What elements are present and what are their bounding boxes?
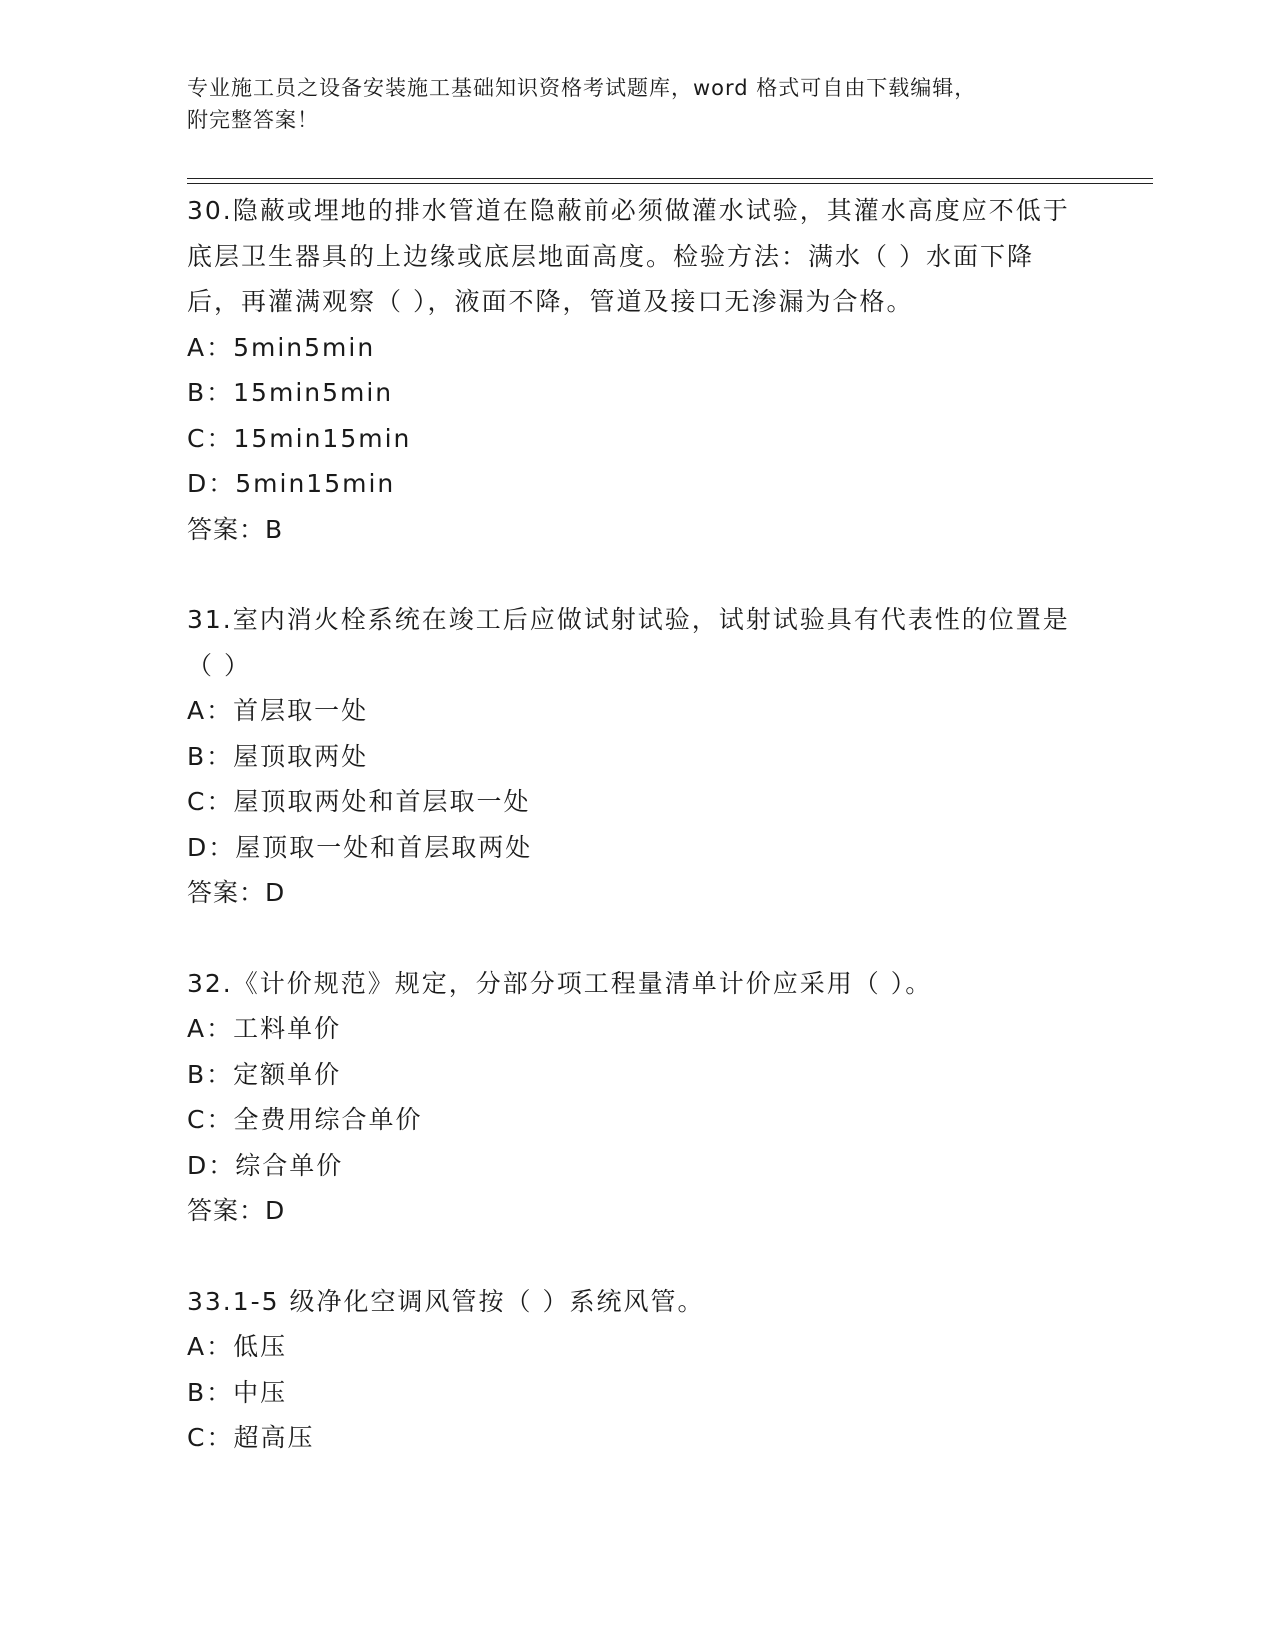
option-d: D：屋顶取一处和首层取两处 [187,832,533,862]
question-text: 30.隐蔽或埋地的排水管道在隐蔽前必须做灌水试验，其灌水高度应不低于底层卫生器具的上边缘或底层地面高度。检验方法：满水（ ）水面下降后，再灌满观察（ ），液面不降，管道及接口无渗漏为合格。 [187,196,1070,316]
option-b: B：定额单价 [187,1059,342,1089]
option-c: C：15min15min [187,423,412,453]
answer: 答案：D [187,1196,286,1225]
option-b: B：屋顶取两处 [187,741,369,771]
option-b: B：15min5min [187,378,394,407]
question-text: 32.《计价规范》规定，分部分项工程量清单计价应采用（ ）。 [187,968,933,998]
question-spacer [187,552,1087,597]
option-c: C：全费用综合单价 [187,1105,423,1134]
answer: 答案：D [187,878,286,907]
option-d: D：5min15min [187,469,396,498]
question-31 [187,597,1087,916]
question-text: 31.室内消火栓系统在竣工后应做试射试验，试射试验具有代表性的位置是（ ） [187,605,1070,680]
header-divider-top [187,178,1153,179]
question-32 [187,961,1087,1234]
question-spacer [187,916,1087,961]
question-text: 33.1-5 级净化空调风管按（ ）系统风管。 [187,1286,705,1316]
question-spacer [187,1234,1087,1279]
answer: 答案：B [187,514,284,544]
option-d: D：综合单价 [187,1150,344,1180]
option-a: A：首层取一处 [187,696,369,725]
option-b: B：中压 [187,1377,288,1407]
header-line-2: 附完整答案！ [187,108,319,132]
question-list [187,188,1087,1461]
header-divider-bottom [187,183,1153,184]
document-header [187,72,1087,136]
option-a: A：5min5min [187,332,376,362]
option-c: C：屋顶取两处和首层取一处 [187,787,531,816]
question-33 [187,1279,1087,1461]
question-30 [187,188,1087,552]
option-a: A：低压 [187,1332,288,1361]
option-c: C：超高压 [187,1423,315,1452]
header-line-1: 专业施工员之设备安装施工基础知识资格考试题库，word 格式可自由下载编辑， [187,76,977,100]
option-a: A：工料单价 [187,1014,342,1043]
